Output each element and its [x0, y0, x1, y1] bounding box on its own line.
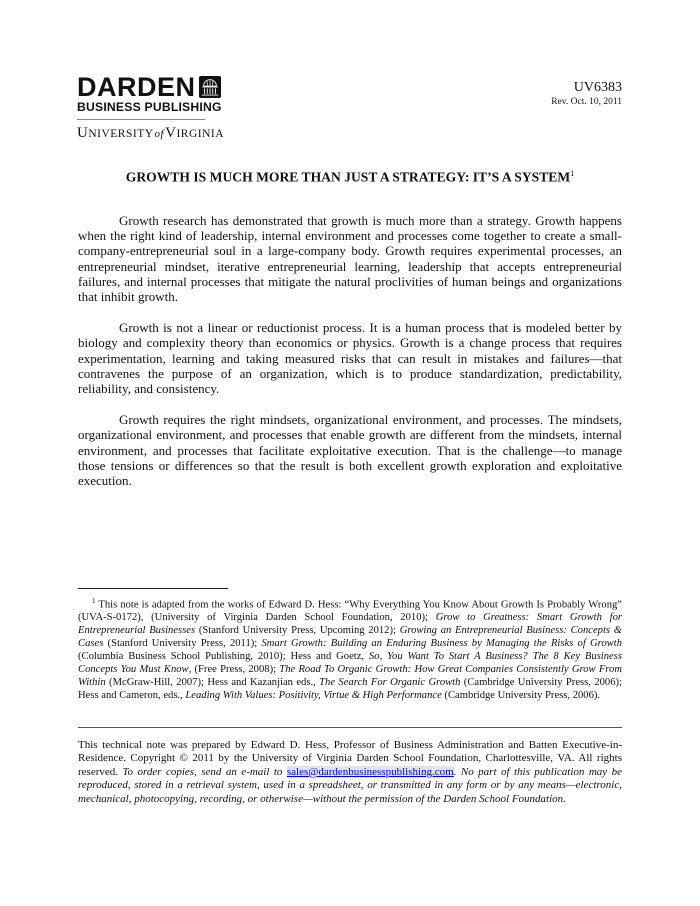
- text-segment: This note is adapted from the works of Edward D. Hess: “Why Everything You Know About Growth Is Probably Wrong” (UVA-S-0172), (University of Virginia Darden School Foundation, 2010);: [78, 599, 622, 624]
- email-link[interactable]: sales@dardenbusinesspublishing.com: [286, 765, 454, 778]
- footnote-block: [78, 588, 622, 703]
- publisher-logo: [77, 72, 225, 142]
- title-footnote-ref: 1: [570, 169, 575, 178]
- footnote-ref: 1: [92, 597, 96, 605]
- footnote-segments: [78, 600, 622, 701]
- revision-date: Rev. Oct. 10, 2011: [551, 97, 622, 107]
- footnote-text: [78, 595, 622, 703]
- footnote-divider: [78, 588, 228, 589]
- text-segment: (Stanford University Press, Upcoming 2012);: [195, 625, 400, 637]
- text-segment: So, You Want To Start A Business? The 8 Key Business Concepts You Must Know: [78, 651, 622, 676]
- copyright-text: [78, 739, 622, 806]
- text-segment: . No part of this publication may be reproduced, stored in a retrieval system, used in a spreadsheet, or transmitted in any form or by any means—electronic, mechanical, photocopying, recording, or otherwise—without the permission of the Darden School Foundation.: [78, 765, 622, 805]
- university-word: NIVERSITY: [88, 128, 154, 140]
- text-segment: Grow to Greatness: Smart Growth for Entrepreneurial Businesses: [78, 612, 622, 637]
- text-segment: (McGraw-Hill, 2007); Hess and Kazanjian eds.,: [105, 676, 320, 688]
- text-segment: To order copies, send an e-mail to: [122, 765, 287, 778]
- body-paragraph: Growth research has demonstrated that growth is much more than a strategy. Growth happens when the right kind of leadership, internal environment and processes come together to create a small-company-entrepreneurial soul in a large-company body. Growth requires experimental processes, an entrepreneurial mindset, iterative entrepreneurial learning, leadership that accepts entrepreneurial failures, and internal processes that mitigate the natural proclivities of human beings and organizations that inhibit growth.: [78, 213, 622, 305]
- title-text: GROWTH IS MUCH MORE THAN JUST A STRATEGY: IT’S A SYSTEM: [125, 169, 571, 185]
- logo-top-row: [77, 72, 217, 102]
- university-initial: V: [165, 125, 177, 141]
- document-id-block: [551, 80, 622, 108]
- body-paragraph: Growth is not a linear or reductionist process. It is a human process that is modeled better by biology and complexity theory than economics or physics. Growth is a change process that requires experimentation, learning and taking measured risks that can result in mistakes and failures—that contravenes the purpose of an organization, which is to produce standardization, predictability, reliability, and consistency.: [78, 320, 622, 397]
- body-text: [78, 213, 622, 504]
- bottom-divider: [78, 727, 622, 728]
- rotunda-icon: [199, 76, 221, 98]
- text-segment: Leading With Values: Positivity, Virtue & High Performance: [185, 689, 442, 701]
- brand-wordmark: DARDEN: [77, 72, 196, 102]
- text-segment: (Cambridge University Press, 2006).: [441, 689, 601, 701]
- text-segment: This technical note was prepared by Edward D. Hess, Professor of Business Administration and Batten Executive-in-Residence. Copyright © 2011 by the University of Virginia Darden School Foundation, Charlottesville, VA. All rights reserved.: [78, 739, 622, 778]
- university-wordmark: [77, 124, 225, 142]
- text-segment: (Columbia Business School Publishing, 2010); Hess and Goetz,: [78, 651, 369, 663]
- publisher-tagline: BUSINESS PUBLISHING: [77, 100, 222, 114]
- text-segment: (Stanford University Press, 2011);: [103, 638, 262, 650]
- page-title: [78, 166, 622, 186]
- text-segment: The Road To Organic Growth: How Great Companies Consistently Grow From Within: [78, 664, 622, 688]
- university-initial: U: [77, 125, 89, 141]
- body-paragraph: Growth requires the right mindsets, organizational environment, and processes. The mindsets, organizational environment, and processes that enable growth are different from the mindsets, internal environment, and processes that facilitate exploitative execution. That is the challenge—to manage those tensions or differences so that the result is both excellent growth exploration and exploitative execution.: [78, 412, 622, 489]
- text-segment: Growing an Entrepreneurial Business: Concepts & Cases: [78, 625, 622, 650]
- logo-divider: [77, 119, 205, 120]
- text-segment: (Cambridge University Press, 2006); Hess and Cameron, eds.,: [78, 676, 622, 701]
- text-segment: , (Free Press, 2008);: [188, 664, 280, 676]
- university-word: IRGINIA: [176, 128, 225, 140]
- text-segment: Smart Growth: Building an Enduring Business by Managing the Risks of Growth: [261, 638, 622, 650]
- document-number: UV6383: [573, 80, 622, 95]
- text-segment: The Search For Organic Growth: [319, 676, 461, 688]
- university-of: of: [154, 128, 165, 140]
